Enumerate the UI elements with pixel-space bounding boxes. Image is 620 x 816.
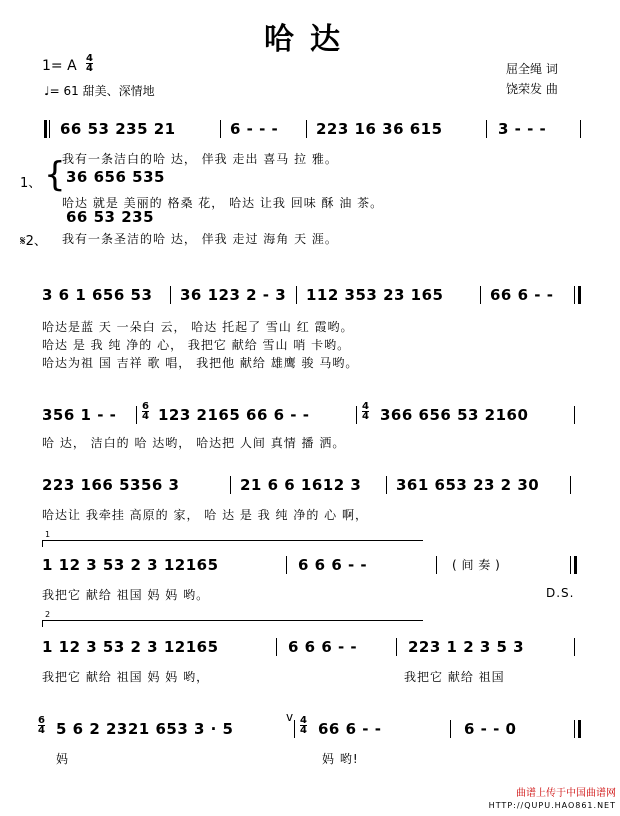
time-signature: 4 4 — [86, 53, 93, 74]
lyric-line: 我有一条圣洁的哈 达， 伴我 走过 海角 天 涯。 — [62, 232, 338, 246]
alt-notes: 36 656 535 — [66, 168, 165, 186]
lyric-line: 我有一条洁白的哈 达， 伴我 走出 喜马 拉 雅。 — [62, 152, 338, 166]
measure-notes: 6 - - 0 — [464, 720, 517, 738]
segno-icon: 𝄋2、 — [20, 234, 47, 249]
measure-notes: 112 353 23 165 — [306, 286, 444, 304]
lyric-line: 我把它 献给 祖国 妈 妈 哟。 — [42, 588, 210, 602]
lyric-line: 妈 哟! — [322, 752, 359, 766]
measure-notes: 223 166 5356 3 — [42, 476, 180, 494]
lyric-line: 哈达 是 我 纯 净的 心， 我把它 献给 雪山 哨 卡哟。 — [42, 338, 351, 352]
quarter-note-icon: ♩ — [44, 84, 50, 98]
time-signature-change: 4 4 — [362, 401, 369, 422]
measure-notes: 3 - - - — [498, 120, 547, 138]
time-signature-change: 6 4 — [38, 715, 45, 736]
lyric-line: 哈达让 我牵挂 高原的 家， 哈 达 是 我 纯 净的 心 啊， — [42, 508, 368, 522]
volta-bracket: 1 — [42, 540, 423, 547]
lyric-line: 我把它 献给 祖国 妈 妈 哟， — [42, 670, 210, 684]
lyric-line: 我把它 献给 祖国 — [404, 670, 505, 684]
measure-notes: 366 656 53 2160 — [380, 406, 529, 424]
measure-notes: 6 6 6 - - — [298, 556, 368, 574]
measure-notes: 5 6 2 2321 653 3 · 5 — [56, 720, 234, 738]
measure-notes: 356 1 - - — [42, 406, 117, 424]
alt-notes: 66 53 235 — [66, 208, 155, 226]
tempo-marking: ♩= 61 甜美、深情地 — [44, 84, 155, 98]
measure-notes: 21 6 6 1612 3 — [240, 476, 362, 494]
song-title: 哈达 — [264, 22, 356, 57]
measure-notes: 6 - - - — [230, 120, 279, 138]
measure-notes: 361 653 23 2 30 — [396, 476, 540, 494]
volta-bracket: 2 — [42, 620, 423, 627]
lyric-line: 哈达是蓝 天 一朵白 云， 哈达 托起了 雪山 红 霞哟。 — [42, 320, 354, 334]
composer: 饶荣发 曲 — [506, 82, 558, 96]
measure-notes: 123 2165 66 6 - - — [158, 406, 310, 424]
lyric-line: 哈 达， 洁白的 哈 达哟， 哈达把 人间 真情 播 洒。 — [42, 436, 346, 450]
verse-label: 1、 — [20, 176, 42, 191]
time-signature-change: 6 4 — [142, 401, 149, 422]
dal-segno: D.S. — [546, 586, 575, 600]
measure-notes: 3 6 1 656 53 — [42, 286, 153, 304]
measure-notes: 66 6 - - — [490, 286, 554, 304]
measure-notes: 223 1 2 3 5 3 — [408, 638, 525, 656]
lyricist: 屈全绳 词 — [506, 62, 558, 76]
lyric-line: 哈达 就是 美丽的 格桑 花， 哈达 让我 回味 酥 油 茶。 — [62, 196, 384, 210]
interlude-label: ( 间 奏 ) — [452, 558, 501, 572]
breath-mark: v — [286, 710, 294, 724]
measure-notes: 1 12 3 53 2 3 12165 — [42, 638, 219, 656]
measure-notes: 66 6 - - — [318, 720, 382, 738]
measure-notes: 36 123 2 - 3 — [180, 286, 287, 304]
measure-notes: 223 16 36 615 — [316, 120, 443, 138]
key-signature: 1= A — [42, 58, 77, 74]
brace-icon: { — [44, 155, 66, 195]
lyric-line: 哈达为祖 国 吉祥 歌 唱， 我把他 献给 雄鹰 骏 马哟。 — [42, 356, 359, 370]
measure-notes: 6 6 6 - - — [288, 638, 358, 656]
measure-notes: 1 12 3 53 2 3 12165 — [42, 556, 219, 574]
watermark-footer: 曲谱上传于中国曲谱网 HTTP://QUPU.HAO861.NET — [488, 788, 616, 810]
lyric-line: 妈 — [56, 752, 70, 766]
measure-notes: 66 53 235 21 — [60, 120, 176, 138]
time-signature-change: 4 4 — [300, 715, 307, 736]
